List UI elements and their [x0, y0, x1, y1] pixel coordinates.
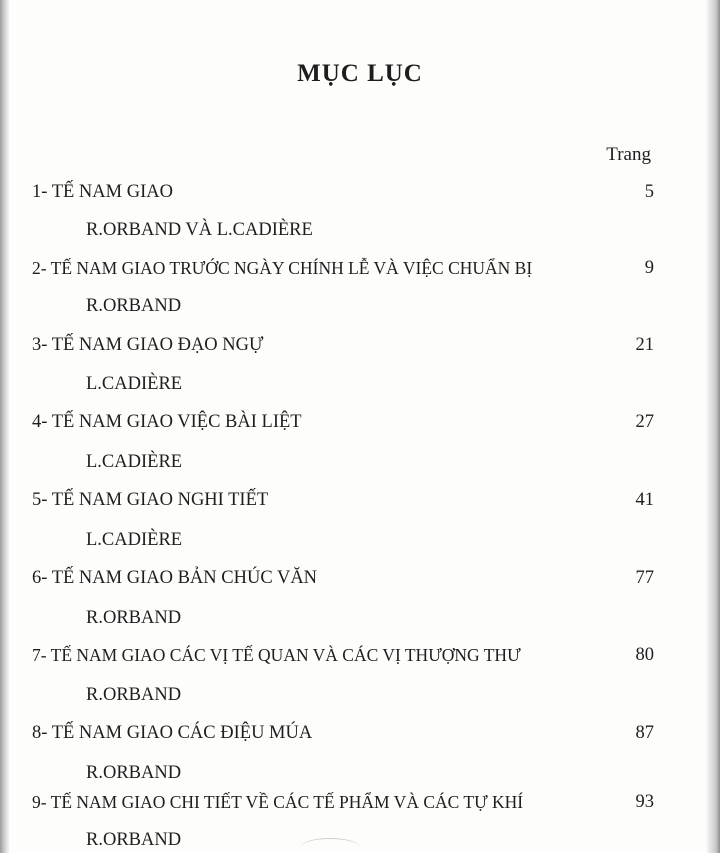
page-gutter-shadow	[0, 0, 9, 853]
toc-entry-author: R.ORBAND	[86, 608, 182, 628]
toc-entry-title: 2- TẾ NAM GIAO TRƯỚC NGÀY CHÍNH LỄ VÀ VIỆC CHUẨN BỊ	[32, 258, 533, 278]
toc-entry-page: 77	[635, 568, 654, 588]
toc-entry-title: 5- TẾ NAM GIAO NGHI TIẾT	[32, 490, 269, 510]
faint-stamp-mark	[300, 838, 360, 857]
toc-entry-page: 80	[635, 645, 654, 665]
toc-entry-page: 87	[635, 723, 654, 743]
toc-entry-title: 6- TẾ NAM GIAO BẢN CHÚC VĂN	[32, 568, 318, 588]
toc-entry-page: 21	[635, 335, 654, 355]
toc-entry-author: R.ORBAND	[86, 830, 182, 850]
toc-entry-author: L.CADIÈRE	[86, 374, 183, 394]
page-title: MỤC LỤC	[297, 60, 423, 87]
toc-entry-page: 5	[644, 182, 654, 202]
page-column-header: Trang	[606, 144, 651, 165]
toc-entry-author: L.CADIÈRE	[86, 452, 183, 472]
toc-entry-title: 9- TẾ NAM GIAO CHI TIẾT VỀ CÁC TẾ PHẨM VÀ CÁC TỰ KHÍ	[32, 792, 524, 812]
toc-entry-page: 9	[644, 258, 654, 278]
toc-entry-title: 8- TẾ NAM GIAO CÁC ĐIỆU MÚA	[32, 723, 313, 743]
toc-entry-page: 41	[635, 490, 654, 510]
toc-entry-author: R.ORBAND	[86, 296, 182, 316]
toc-entry-page: 93	[635, 792, 654, 812]
toc-entry-author: R.ORBAND VÀ L.CADIÈRE	[86, 220, 313, 240]
page-edge-shadow	[706, 0, 720, 853]
toc-entry-title: 4- TẾ NAM GIAO VIỆC BÀI LIỆT	[32, 412, 302, 432]
toc-entry-title: 1- TẾ NAM GIAO	[32, 182, 173, 202]
toc-entry-title: 7- TẾ NAM GIAO CÁC VỊ TẾ QUAN VÀ CÁC VỊ THƯỢNG THƯ	[32, 645, 521, 665]
toc-entry-author: L.CADIÈRE	[86, 530, 183, 550]
toc-entry-author: R.ORBAND	[86, 763, 182, 783]
toc-entry-author: R.ORBAND	[86, 685, 182, 705]
toc-entry-page: 27	[635, 412, 654, 432]
toc-entry-title: 3- TẾ NAM GIAO ĐẠO NGỰ	[32, 335, 264, 355]
